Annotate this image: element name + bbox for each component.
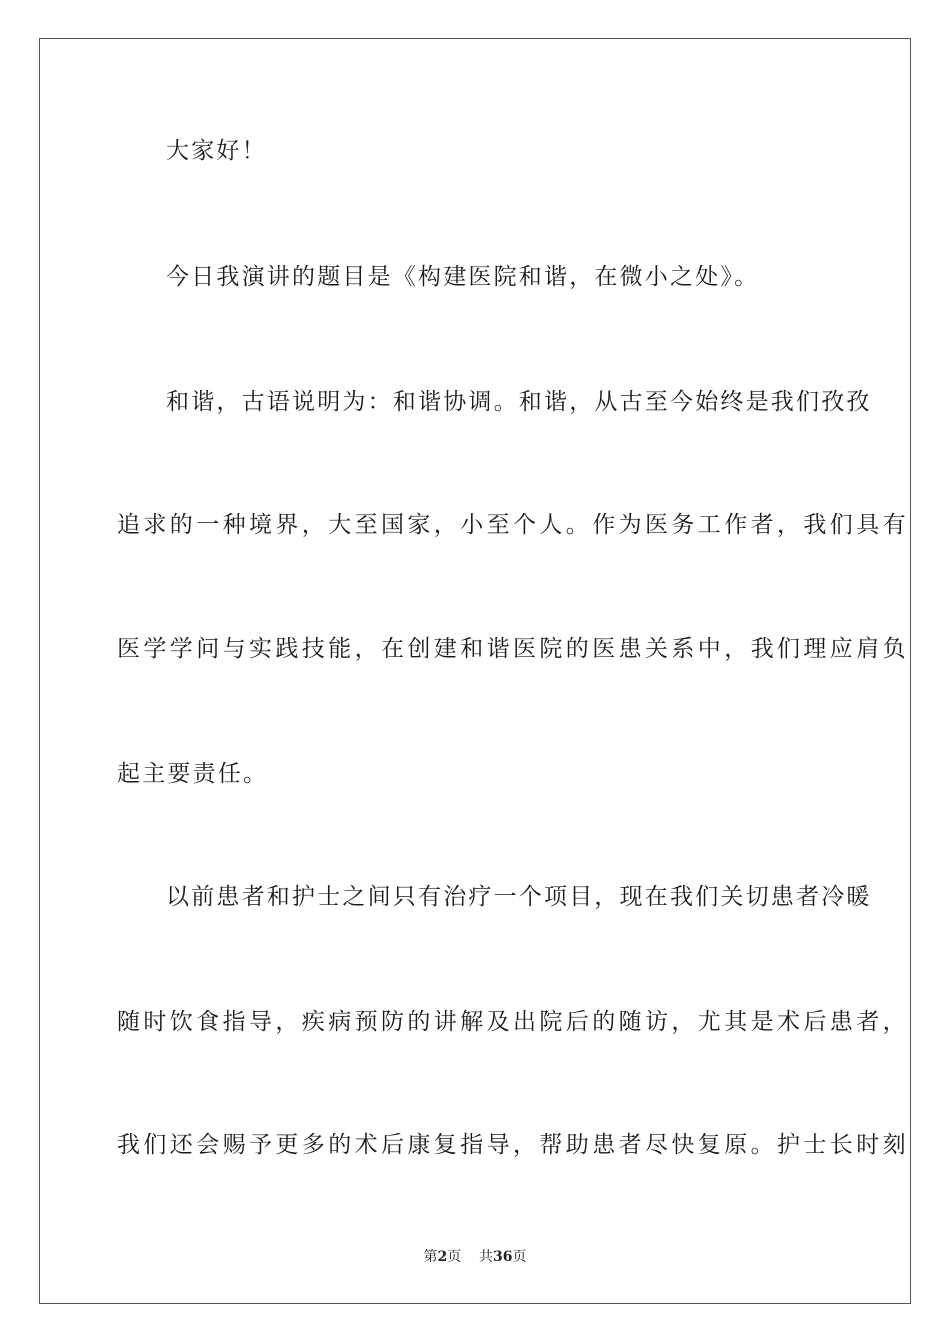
paragraph-line: 我们还会赐予更多的术后康复指导，帮助患者尽快复原。护士长时刻 (117, 1132, 909, 1158)
paragraph-line: 起主要责任。 (117, 761, 269, 787)
paragraph-line: 以前患者和护士之间只有治疗一个项目，现在我们关切患者冷暖 (166, 884, 872, 910)
page-footer (0, 1248, 950, 1266)
page-border (39, 38, 911, 1304)
paragraph-line: 随时饮食指导，疾病预防的讲解及出院后的随访，尤其是术后患者， (117, 1009, 909, 1035)
total-pages: 36 (493, 1249, 513, 1265)
total-suffix: 页 (512, 1249, 527, 1265)
paragraph-greeting: 大家好！ (166, 138, 267, 164)
paragraph-line: 医学学问与实践技能，在创建和谐医院的医患关系中，我们理应肩负 (117, 636, 909, 662)
total-prefix: 共 (479, 1249, 494, 1265)
paragraph-title-intro: 今日我演讲的题目是《构建医院和谐，在微小之处》。 (166, 264, 760, 290)
page-number: 2 (437, 1249, 448, 1265)
page-suffix: 页 (447, 1249, 462, 1265)
page-prefix: 第 (423, 1249, 438, 1265)
paragraph-line: 和谐，古语说明为：和谐协调。和谐，从古至今始终是我们孜孜 (166, 389, 872, 415)
paragraph-line: 追求的一种境界，大至国家，小至个人。作为医务工作者，我们具有 (117, 512, 909, 538)
